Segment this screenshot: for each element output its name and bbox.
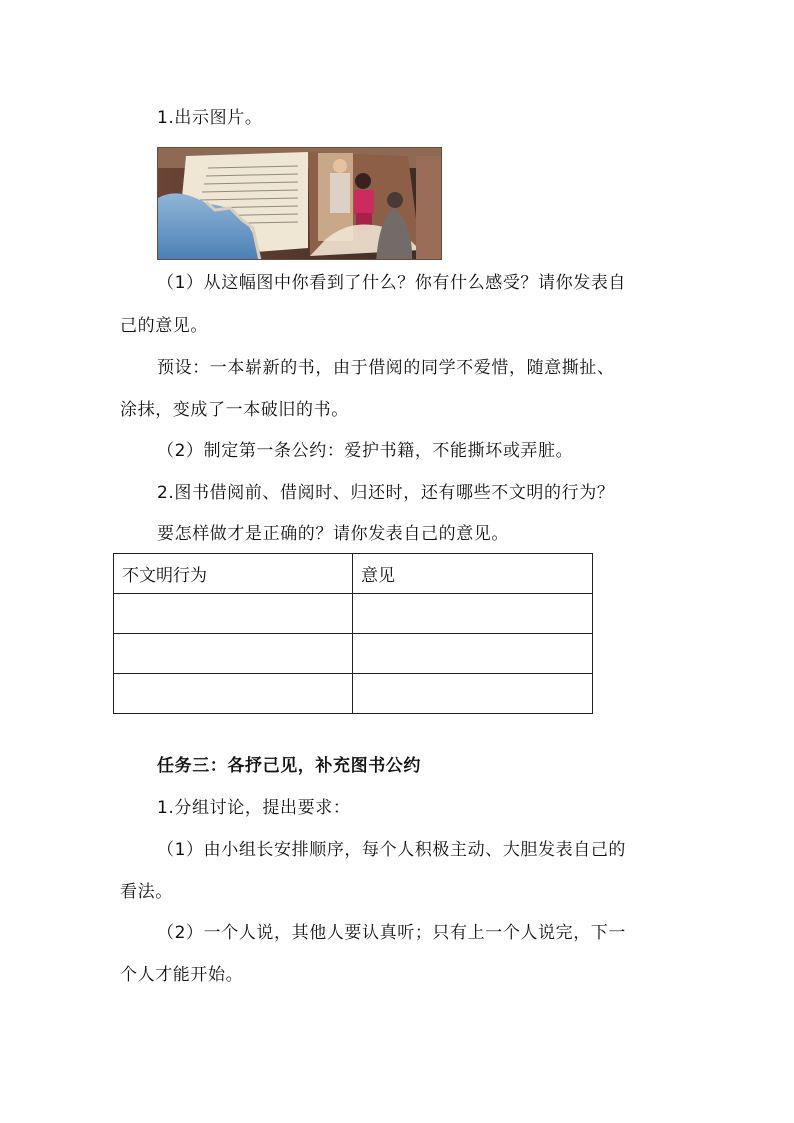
table-row [114, 594, 593, 634]
requirement-1-line-2: 看法。 [120, 882, 173, 902]
question-2-line-2: 要怎样做才是正确的？请你发表自己的意见。 [157, 524, 509, 544]
preset-answer-line-1: 预设：一本崭新的书，由于借阅的同学不爱惜，随意撕扯、 [157, 358, 615, 378]
question-2-line-1: 2.图书借阅前、借阅时、归还时，还有哪些不文明的行为？ [157, 483, 615, 503]
question-1-line-1: （1）从这幅图中你看到了什么？你有什么感受？请你发表自 [157, 273, 627, 293]
table-cell [114, 594, 353, 634]
torn-book-photo [157, 147, 442, 260]
behavior-opinion-table [113, 553, 593, 714]
requirement-2-line-2: 个人才能开始。 [120, 965, 244, 985]
section-heading: 1.出示图片。 [157, 108, 263, 128]
table-cell [114, 674, 353, 714]
table-row [114, 634, 593, 674]
table-header-row [114, 554, 593, 594]
table-cell [353, 674, 593, 714]
requirement-2-line-1: （2）一个人说，其他人要认真听；只有上一个人说完，下一 [157, 923, 627, 943]
table-header-behavior: 不文明行为 [114, 554, 353, 594]
table-cell [114, 634, 353, 674]
task-3-item-1: 1.分组讨论，提出要求： [157, 798, 351, 818]
table-cell [353, 594, 593, 634]
preset-answer-line-2: 涂抹，变成了一本破旧的书。 [120, 400, 349, 420]
task-3-title: 任务三：各抒己见，补充图书公约 [157, 756, 421, 776]
table-cell [353, 634, 593, 674]
table-header-opinion: 意见 [353, 554, 593, 594]
table-row [114, 674, 593, 714]
requirement-1-line-1: （1）由小组长安排顺序，每个人积极主动、大胆发表自己的 [157, 840, 627, 860]
question-1-line-2: 己的意见。 [120, 316, 208, 336]
rule-1-text: （2）制定第一条公约：爱护书籍，不能撕坏或弄脏。 [157, 441, 574, 461]
